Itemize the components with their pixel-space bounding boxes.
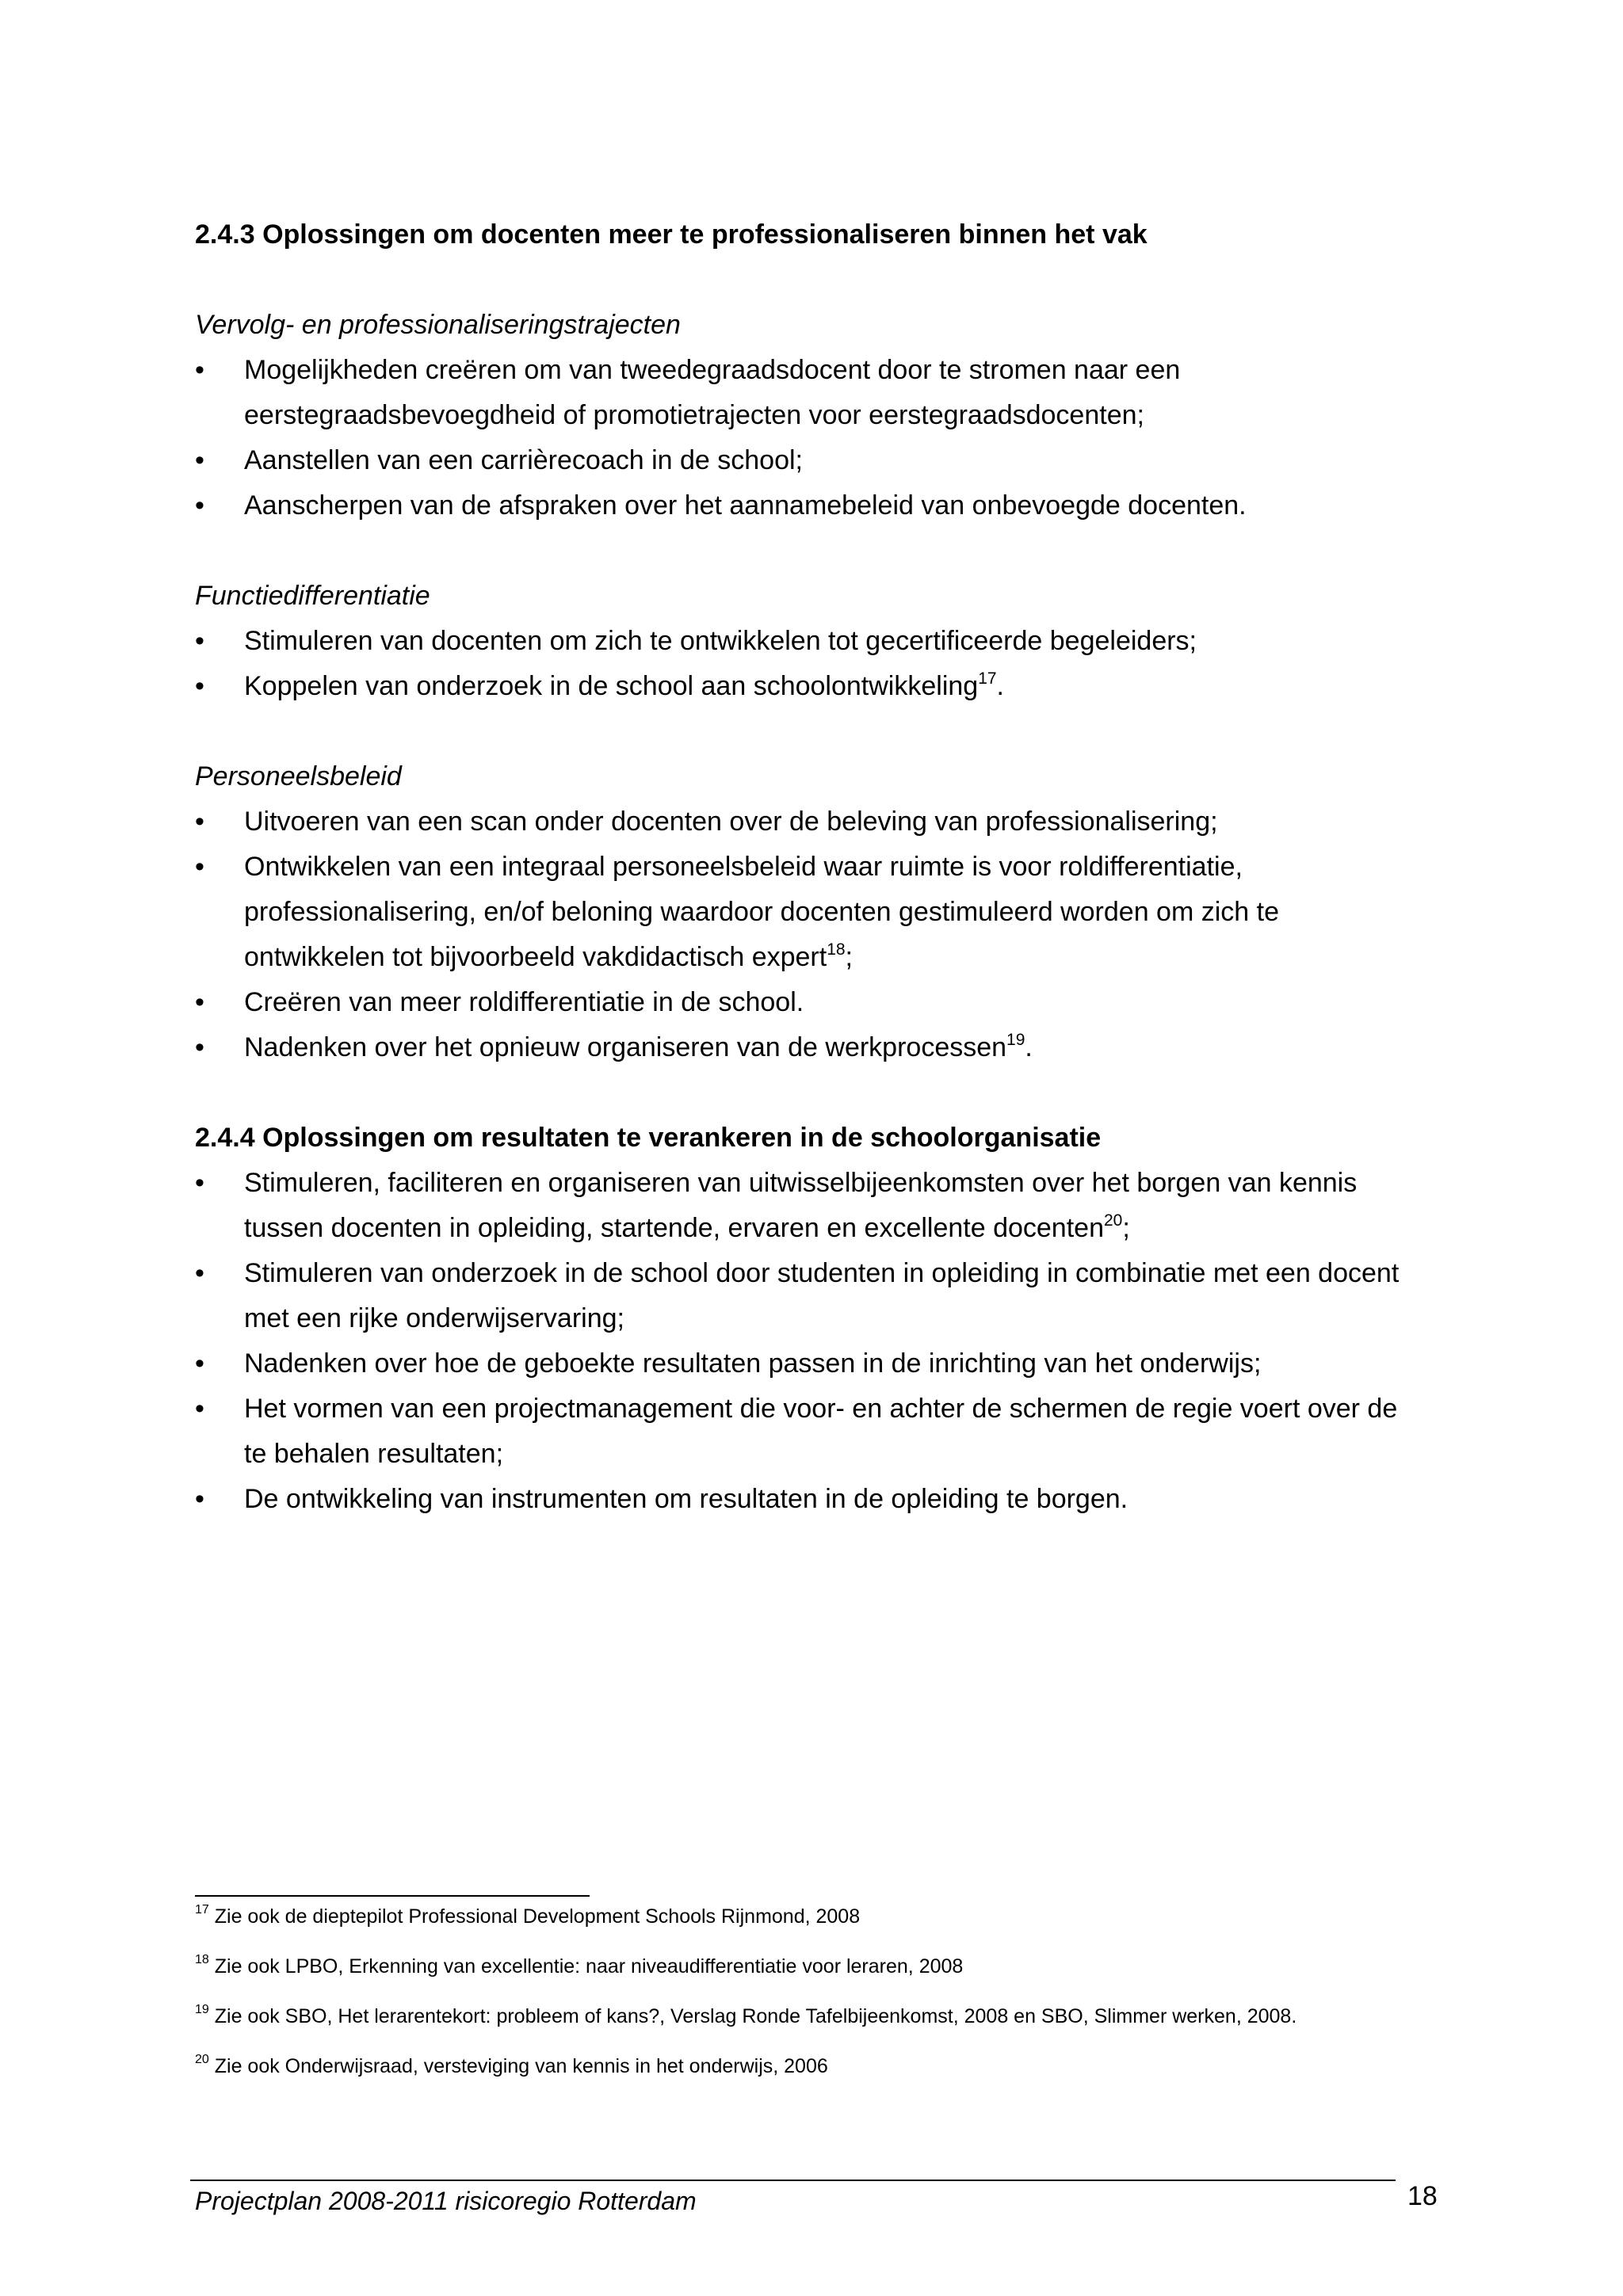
section-heading-2-4-3: 2.4.3 Oplossingen om docenten meer te professionaliseren binnen het vak [195,219,1148,250]
footnote-ref[interactable]: 19 [1006,1030,1025,1049]
page-number: 18 [1407,2181,1438,2211]
page-content [195,212,1447,1522]
footer-rule [190,2180,1396,2181]
bullet-icon: • [195,1168,204,1198]
bullet-icon: • [195,987,204,1017]
list-item: • Aanstellen van een carrièrecoach in de school; [195,438,1447,483]
list-item: • Stimuleren van onderzoek in de school door studenten in opleiding in combinatie met een docent met een rijke onderwijservaring; [195,1251,1447,1341]
bullet-icon: • [195,445,204,475]
list-item: • Aanscherpen van de afspraken over het aannamebeleid van onbevoegde docenten. [195,483,1447,528]
list-item: • Stimuleren, faciliteren en organiseren van uitwisselbijeenkomsten over het borgen van kennis tussen docenten in opleiding, startende, ervaren en excellente docenten$^{20}$; [195,1161,1447,1251]
footnote: $^{18}$ Zie ook LPBO, Erkenning van excellentie: naar niveaudifferentiatie voor leraren, 2008 [195,1952,964,1978]
bullet-list [195,799,1447,1070]
footnote-separator [195,1895,590,1897]
list-item: • Uitvoeren van een scan onder docenten over de beleving van professionalisering; [195,799,1447,845]
footnotes [195,1903,1463,2103]
bullet-icon: • [195,490,204,521]
footnote: $^{19}$ Zie ook SBO, Het lerarentekort: probleem of kans?, Verslag Ronde Tafelbijeenkomst, 2008 en SBO, Slimmer werken, 2008. [195,2002,1297,2027]
footnote-ref[interactable]: 20 [1103,1211,1123,1230]
bullet-icon: • [195,852,204,882]
bullet-icon: • [195,355,204,385]
list-item: • Mogelijkheden creëren om van tweedegraadsdocent door te stromen naar een eerstegraadsbevoegdheid of promotietrajecten voor eerstegraadsdocenten; [195,348,1447,438]
list-item: • Koppelen van onderzoek in de school aan schoolontwikkeling$^{17}$. [195,664,1447,709]
list-item: • Nadenken over hoe de geboekte resultaten passen in de inrichting van het onderwijs; [195,1341,1447,1386]
list-item: • Creëren van meer roldifferentiatie in de school. [195,980,1447,1025]
footnote: $^{20}$ Zie ook Onderwijsraad, versteviging van kennis in het onderwijs, 2006 [195,2052,828,2077]
footnote-number: 20 [195,2052,209,2066]
footnote-ref[interactable]: 17 [978,669,997,688]
footer-title: Projectplan 2008-2011 risicoregio Rotterdam [195,2187,697,2215]
bullet-list [195,348,1447,528]
bullet-icon: • [195,807,204,837]
list-item: • Het vormen van een projectmanagement die voor- en achter de schermen de regie voert over de te behalen resultaten; [195,1386,1447,1477]
subheading-functiedifferentiatie: Functiedifferentiatie [195,581,430,611]
list-item: • Stimuleren van docenten om zich te ontwikkelen tot gecertificeerde begeleiders; [195,619,1447,664]
footnote-ref[interactable]: 18 [827,940,846,959]
footnote-number: 17 [195,1902,209,1917]
bullet-icon: • [195,1484,204,1514]
list-item: • Ontwikkelen van een integraal personeelsbeleid waar ruimte is voor roldifferentiatie, professionalisering, en/of beloning waardoor docenten gestimuleerd worden om zich te ontwikkelen tot bijvoorbeeld vakdidactisch expert$^{18}$; [195,845,1447,980]
footnote-number: 18 [195,1952,209,1966]
bullet-icon: • [195,626,204,656]
list-item: • De ontwikkeling van instrumenten om resultaten in de opleiding te borgen. [195,1477,1447,1522]
bullet-icon: • [195,1394,204,1424]
list-item: • Nadenken over het opnieuw organiseren van de werkprocessen$^{19}$. [195,1025,1447,1070]
subheading-personeelsbeleid: Personeelsbeleid [195,761,402,791]
footnote: $^{17}$ Zie ook de dieptepilot Professional Development Schools Rijnmond, 2008 [195,1902,861,1928]
bullet-icon: • [195,1348,204,1379]
bullet-icon: • [195,1032,204,1062]
footnote-number: 19 [195,2002,209,2016]
subheading-vervolgtrajecten: Vervolg- en professionaliseringstrajecten [195,310,681,340]
bullet-list [195,1161,1447,1522]
bullet-icon: • [195,1258,204,1288]
bullet-list [195,619,1447,709]
bullet-icon: • [195,671,204,701]
section-heading-2-4-4: 2.4.4 Oplossingen om resultaten te verankeren in de schoolorganisatie [195,1123,1102,1153]
